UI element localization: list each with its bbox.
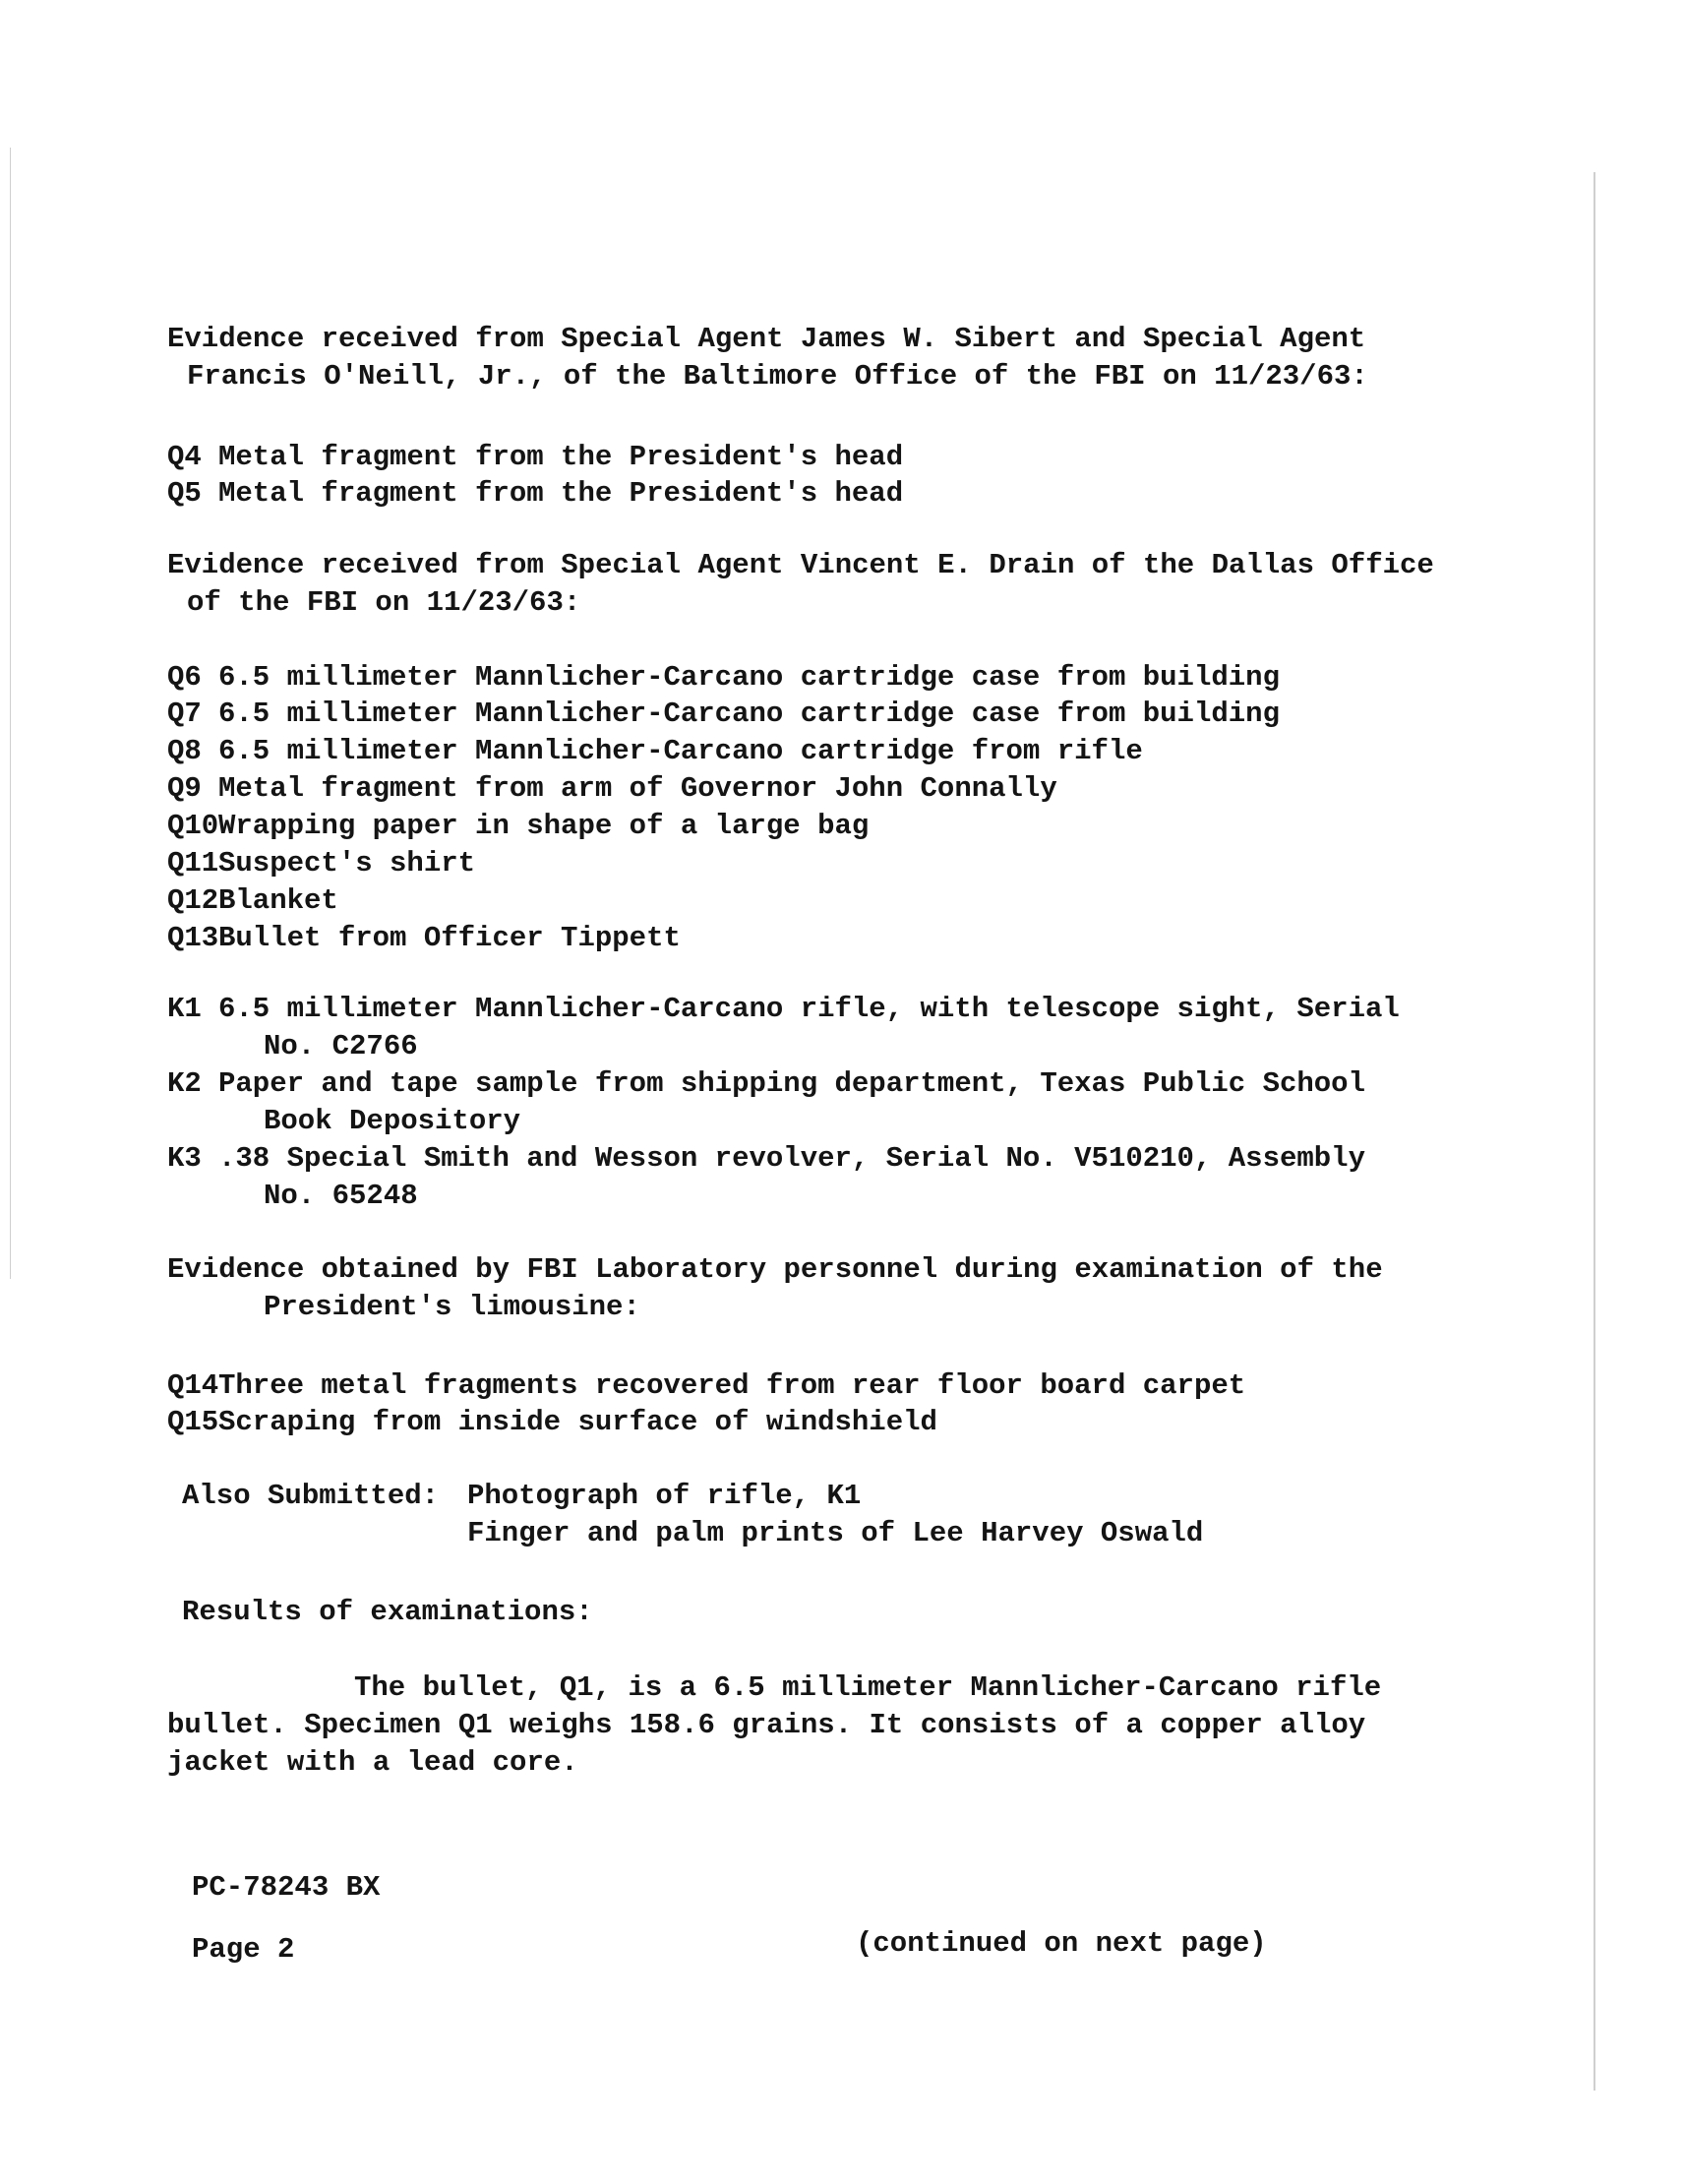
- known-code: K2: [167, 1067, 202, 1100]
- intro-limousine-line2: President's limousine:: [264, 1291, 640, 1323]
- evidence-description: Bullet from Officer Tippett: [218, 922, 681, 954]
- evidence-description: Metal fragment from the President's head: [218, 477, 904, 510]
- evidence-code: Q9: [167, 772, 202, 805]
- evidence-item-q7: [167, 696, 1446, 733]
- known-item-k3: [167, 1140, 1446, 1215]
- evidence-item-q15: [167, 1404, 1446, 1441]
- intro-dallas: [167, 547, 1446, 622]
- evidence-description: 6.5 millimeter Mannlicher-Carcano cartridge case from building: [218, 698, 1280, 730]
- evidence-item-q9: [167, 770, 1446, 808]
- results-line-1: The bullet, Q1, is a 6.5 millimeter Mannlicher-Carcano rifle: [354, 1671, 1382, 1704]
- page-number: Page 2: [192, 1933, 295, 1966]
- results-line-3: jacket with a lead core.: [167, 1746, 578, 1779]
- evidence-code: Q14: [167, 1369, 219, 1402]
- evidence-code: Q10: [167, 810, 219, 842]
- intro-baltimore: [167, 321, 1446, 395]
- intro-limousine: [167, 1251, 1446, 1326]
- evidence-code: Q6: [167, 661, 202, 694]
- evidence-description: Blanket: [218, 884, 338, 917]
- evidence-code: Q5: [167, 477, 202, 510]
- evidence-code: Q7: [167, 698, 202, 730]
- known-description: 6.5 millimeter Mannlicher-Carcano rifle, with telescope sight, Serial: [218, 993, 1400, 1025]
- intro-baltimore-line2: Francis O'Neill, Jr., of the Baltimore Office of the FBI on 11/23/63:: [187, 360, 1368, 393]
- evidence-item-q5: [167, 475, 1446, 513]
- evidence-description: 6.5 millimeter Mannlicher-Carcano cartridge from rifle: [218, 735, 1143, 767]
- evidence-code: Q12: [167, 884, 219, 917]
- known-description: Paper and tape sample from shipping department, Texas Public School: [218, 1067, 1365, 1100]
- evidence-item-q13: [167, 920, 1446, 957]
- also-submitted-item-1: Photograph of rifle, K1: [467, 1480, 862, 1512]
- known-code: K1: [167, 993, 202, 1025]
- evidence-item-q4: [167, 439, 1446, 476]
- evidence-description: Scraping from inside surface of windshield: [218, 1406, 937, 1438]
- evidence-item-q10: [167, 808, 1446, 845]
- evidence-item-q11: [167, 845, 1446, 882]
- known-item-k1: [167, 991, 1446, 1065]
- results-heading: Results of examinations:: [182, 1596, 593, 1628]
- results-line-2: bullet. Specimen Q1 weighs 158.6 grains. It consists of a copper alloy: [167, 1709, 1366, 1741]
- known-description-cont: No. 65248: [264, 1180, 418, 1212]
- evidence-code: Q11: [167, 847, 219, 880]
- known-description: .38 Special Smith and Wesson revolver, Serial No. V510210, Assembly: [218, 1142, 1365, 1175]
- known-description-cont: Book Depository: [264, 1105, 521, 1137]
- scan-edge-line-left: [10, 148, 11, 1279]
- intro-baltimore-line1: Evidence received from Special Agent James W. Sibert and Special Agent: [167, 323, 1366, 355]
- evidence-item-q12: [167, 882, 1446, 920]
- evidence-description: Wrapping paper in shape of a large bag: [218, 810, 870, 842]
- evidence-description: Metal fragment from arm of Governor John Connally: [218, 772, 1057, 805]
- results-body: [167, 1669, 1387, 1782]
- also-submitted-label: Also Submitted:: [182, 1480, 440, 1512]
- evidence-code: Q8: [167, 735, 202, 767]
- also-submitted-item-2: Finger and palm prints of Lee Harvey Oswald: [467, 1517, 1204, 1549]
- evidence-code: Q13: [167, 922, 219, 954]
- evidence-description: Three metal fragments recovered from rear floor board carpet: [218, 1369, 1246, 1402]
- scan-edge-line-right: [1594, 172, 1595, 2091]
- file-number: PC-78243 BX: [192, 1871, 381, 1904]
- evidence-item-q8: [167, 733, 1446, 770]
- known-description-cont: No. C2766: [264, 1030, 418, 1062]
- evidence-item-q6: [167, 659, 1446, 697]
- continued-note: (continued on next page): [856, 1927, 1267, 1960]
- intro-limousine-line1: Evidence obtained by FBI Laboratory personnel during examination of the: [167, 1253, 1383, 1286]
- intro-dallas-line1: Evidence received from Special Agent Vincent E. Drain of the Dallas Office: [167, 549, 1434, 581]
- intro-dallas-line2: of the FBI on 11/23/63:: [187, 586, 581, 619]
- evidence-description: 6.5 millimeter Mannlicher-Carcano cartridge case from building: [218, 661, 1280, 694]
- evidence-description: Suspect's shirt: [218, 847, 476, 880]
- also-submitted: [182, 1478, 1203, 1552]
- evidence-code: Q15: [167, 1406, 219, 1438]
- evidence-item-q14: [167, 1367, 1446, 1405]
- known-item-k2: [167, 1065, 1446, 1140]
- evidence-description: Metal fragment from the President's head: [218, 441, 904, 473]
- evidence-code: Q4: [167, 441, 202, 473]
- known-code: K3: [167, 1142, 202, 1175]
